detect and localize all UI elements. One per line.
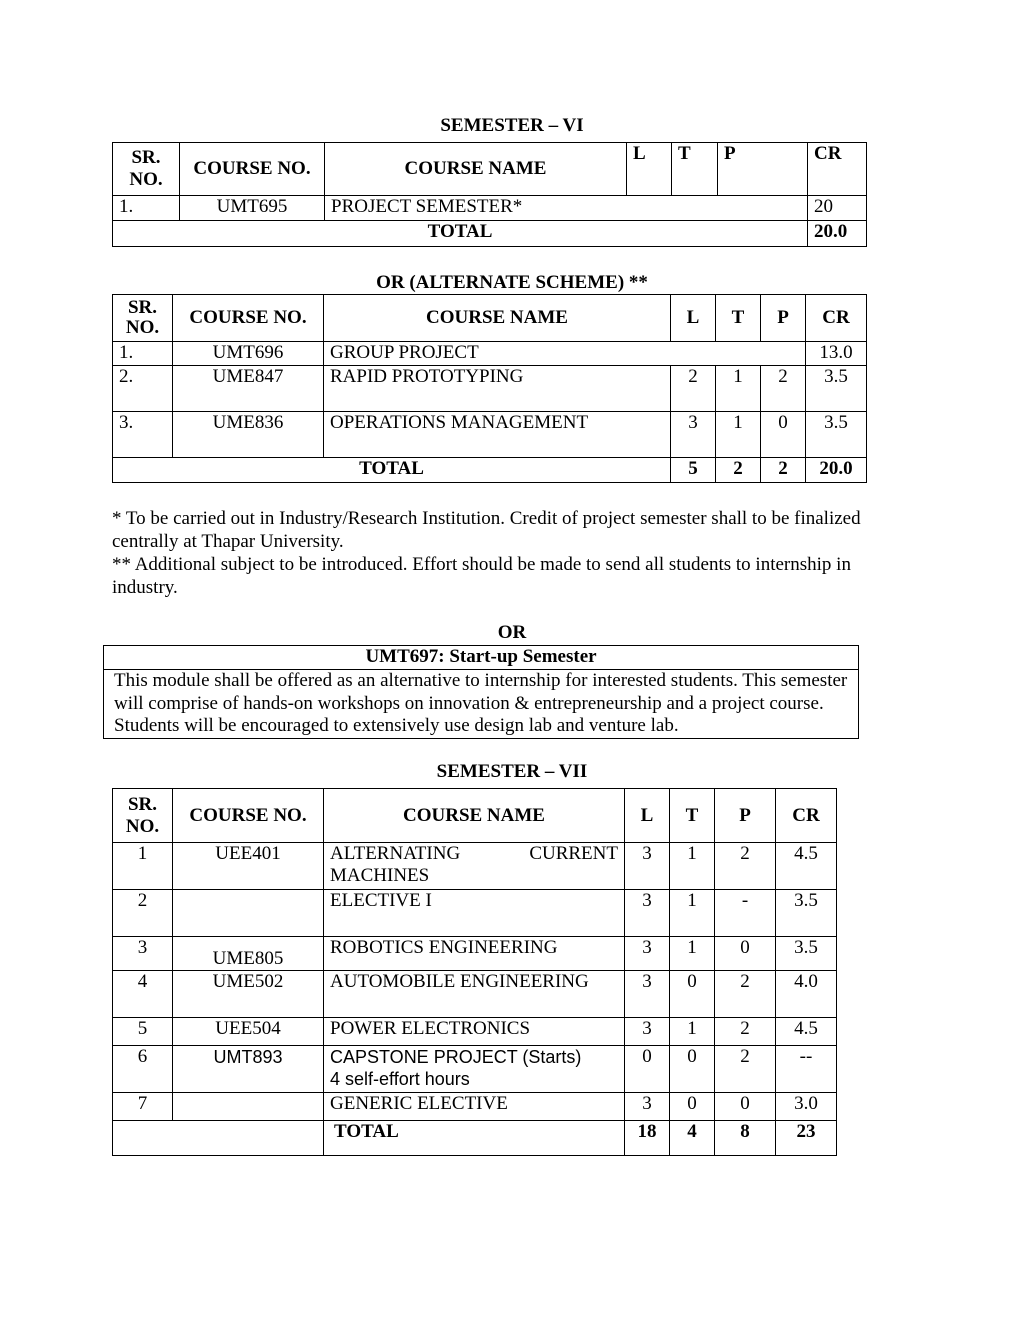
header-row (113, 789, 837, 843)
course-name-part: MACHINES (330, 865, 430, 886)
cell-sr: 1. (113, 196, 180, 221)
startup-semester-table (103, 645, 859, 739)
total-label: TOTAL (113, 458, 671, 483)
startup-body-row (104, 670, 859, 739)
cell-course-name: POWER ELECTRONICS (324, 1018, 625, 1046)
cell-course-name: GROUP PROJECT (324, 342, 806, 366)
header-row (113, 143, 867, 196)
table-row (113, 342, 867, 366)
cell-cr: 3.0 (776, 1093, 837, 1121)
header-sr-no: SR. NO. (113, 295, 173, 342)
cell-l: 3 (625, 843, 670, 890)
cell-sr: 1 (113, 843, 173, 890)
semester-vii-table (112, 788, 837, 1156)
cell-course-name (324, 1046, 625, 1093)
footnote-1: * To be carried out in Industry/Research Institution. Credit of project semester shall to be finalized centrally at Thapar University. (112, 508, 861, 552)
table-row (113, 971, 837, 1018)
cell-cr: 3.5 (806, 412, 867, 458)
cell-course-no: UME805 (173, 937, 324, 971)
total-label: TOTAL (113, 221, 808, 247)
table-row (113, 412, 867, 458)
header-l: L (671, 295, 716, 342)
semester-vii-title: SEMESTER – VII (436, 761, 588, 782)
cell-t: 1 (716, 366, 761, 412)
total-cr: 23 (776, 1121, 837, 1156)
header-course-name: COURSE NAME (324, 295, 671, 342)
header-course-no: COURSE NO. (173, 789, 324, 843)
cell-p: 0 (715, 937, 776, 971)
cell-t: 1 (670, 1018, 715, 1046)
cell-cr: 4.0 (776, 971, 837, 1018)
cell-p: 2 (715, 971, 776, 1018)
cell-p: 0 (715, 1093, 776, 1121)
total-row (113, 1121, 837, 1156)
cell-t: 0 (670, 1093, 715, 1121)
cell-cr: -- (776, 1046, 837, 1093)
header-cr: CR (776, 789, 837, 843)
header-cr: CR (806, 295, 867, 342)
header-p: P (761, 295, 806, 342)
total-p: 2 (761, 458, 806, 483)
alternate-scheme-table (112, 294, 867, 483)
semester-vi-table (112, 142, 867, 247)
header-l: L (627, 143, 672, 196)
header-cr: CR (808, 143, 867, 196)
total-t: 4 (670, 1121, 715, 1156)
cell-p: - (715, 890, 776, 937)
or-label: OR (497, 622, 527, 643)
header-sr-no: SR. NO. (113, 143, 180, 196)
header-t: T (716, 295, 761, 342)
cell-cr: 13.0 (806, 342, 867, 366)
table-row (113, 1018, 837, 1046)
cell-sr: 6 (113, 1046, 173, 1093)
alternate-scheme-title: OR (ALTERNATE SCHEME) ** (376, 272, 648, 293)
header-row (113, 295, 867, 342)
header-p: P (718, 143, 808, 196)
cell-course-name: GENERIC ELECTIVE (324, 1093, 625, 1121)
cell-course-no: UME836 (173, 412, 324, 458)
total-p: 8 (715, 1121, 776, 1156)
header-t: T (670, 789, 715, 843)
cell-sr: 5 (113, 1018, 173, 1046)
total-label: TOTAL (324, 1121, 625, 1156)
cell-cr: 3.5 (776, 937, 837, 971)
total-empty (113, 1121, 324, 1156)
cell-t: 1 (716, 412, 761, 458)
cell-sr: 4 (113, 971, 173, 1018)
semester-vi-title: SEMESTER – VI (440, 115, 584, 136)
header-l: L (625, 789, 670, 843)
cell-l: 3 (625, 890, 670, 937)
cell-course-name: PROJECT SEMESTER* (325, 196, 808, 221)
cell-t: 1 (670, 843, 715, 890)
cell-t: 0 (670, 1046, 715, 1093)
cell-course-name: RAPID PROTOTYPING (324, 366, 671, 412)
course-name-part: 4 self-effort hours (330, 1069, 470, 1089)
cell-course-name: ELECTIVE I (324, 890, 625, 937)
cell-l: 3 (625, 1018, 670, 1046)
cell-course-no: UMT696 (173, 342, 324, 366)
total-l: 18 (625, 1121, 670, 1156)
cell-l: 0 (625, 1046, 670, 1093)
startup-title: UMT697: Start-up Semester (104, 646, 859, 670)
cell-p: 2 (761, 366, 806, 412)
cell-course-no: UMT893 (173, 1046, 324, 1093)
startup-title-row (104, 646, 859, 670)
header-course-name: COURSE NAME (324, 789, 625, 843)
cell-course-no (173, 1093, 324, 1121)
total-row (113, 458, 867, 483)
table-row (113, 196, 867, 221)
cell-p: 2 (715, 1046, 776, 1093)
total-cr: 20.0 (808, 221, 867, 247)
cell-course-no: UME502 (173, 971, 324, 1018)
cell-course-name (324, 843, 625, 890)
table-row (113, 890, 837, 937)
cell-sr: 1. (113, 342, 173, 366)
header-p: P (715, 789, 776, 843)
cell-t: 1 (670, 937, 715, 971)
cell-l: 3 (625, 937, 670, 971)
cell-course-no: UEE401 (173, 843, 324, 890)
cell-course-name: OPERATIONS MANAGEMENT (324, 412, 671, 458)
cell-cr: 20 (808, 196, 867, 221)
cell-l: 2 (671, 366, 716, 412)
table-row (113, 843, 837, 890)
total-t: 2 (716, 458, 761, 483)
cell-sr: 3. (113, 412, 173, 458)
cell-cr: 3.5 (806, 366, 867, 412)
cell-course-no: UMT695 (180, 196, 325, 221)
cell-p: 2 (715, 843, 776, 890)
cell-p: 2 (715, 1018, 776, 1046)
cell-l: 3 (625, 1093, 670, 1121)
cell-cr: 3.5 (776, 890, 837, 937)
startup-description: This module shall be offered as an alternative to internship for interested students. This semester will comprise of hands-on workshops on innovation & entrepreneurship and a project course. Students will be encouraged to extensively use design lab and venture lab. (104, 670, 859, 739)
course-name-part: CAPSTONE PROJECT (Starts) (330, 1047, 582, 1067)
header-course-no: COURSE NO. (180, 143, 325, 196)
header-sr-no: SR. NO. (113, 789, 173, 843)
course-name-part: CURRENT (529, 843, 618, 864)
header-t: T (672, 143, 718, 196)
table-row (113, 937, 837, 971)
total-cr: 20.0 (806, 458, 867, 483)
cell-sr: 7 (113, 1093, 173, 1121)
table-row (113, 1093, 837, 1121)
header-course-no: COURSE NO. (173, 295, 324, 342)
table-row (113, 1046, 837, 1093)
footnote-2: ** Additional subject to be introduced. Effort should be made to send all students to internship in industry. (112, 554, 851, 598)
table-row (113, 366, 867, 412)
cell-course-no (173, 890, 324, 937)
cell-sr: 3 (113, 937, 173, 971)
cell-cr: 4.5 (776, 843, 837, 890)
cell-cr: 4.5 (776, 1018, 837, 1046)
cell-l: 3 (671, 412, 716, 458)
cell-course-no: UME847 (173, 366, 324, 412)
cell-course-name: AUTOMOBILE ENGINEERING (324, 971, 625, 1018)
total-l: 5 (671, 458, 716, 483)
cell-t: 0 (670, 971, 715, 1018)
cell-sr: 2. (113, 366, 173, 412)
cell-course-name: ROBOTICS ENGINEERING (324, 937, 625, 971)
course-name-part: ALTERNATING (330, 843, 461, 864)
cell-p: 0 (761, 412, 806, 458)
total-row (113, 221, 867, 247)
cell-l: 3 (625, 971, 670, 1018)
cell-course-no: UEE504 (173, 1018, 324, 1046)
cell-sr: 2 (113, 890, 173, 937)
header-course-name: COURSE NAME (325, 143, 627, 196)
cell-t: 1 (670, 890, 715, 937)
